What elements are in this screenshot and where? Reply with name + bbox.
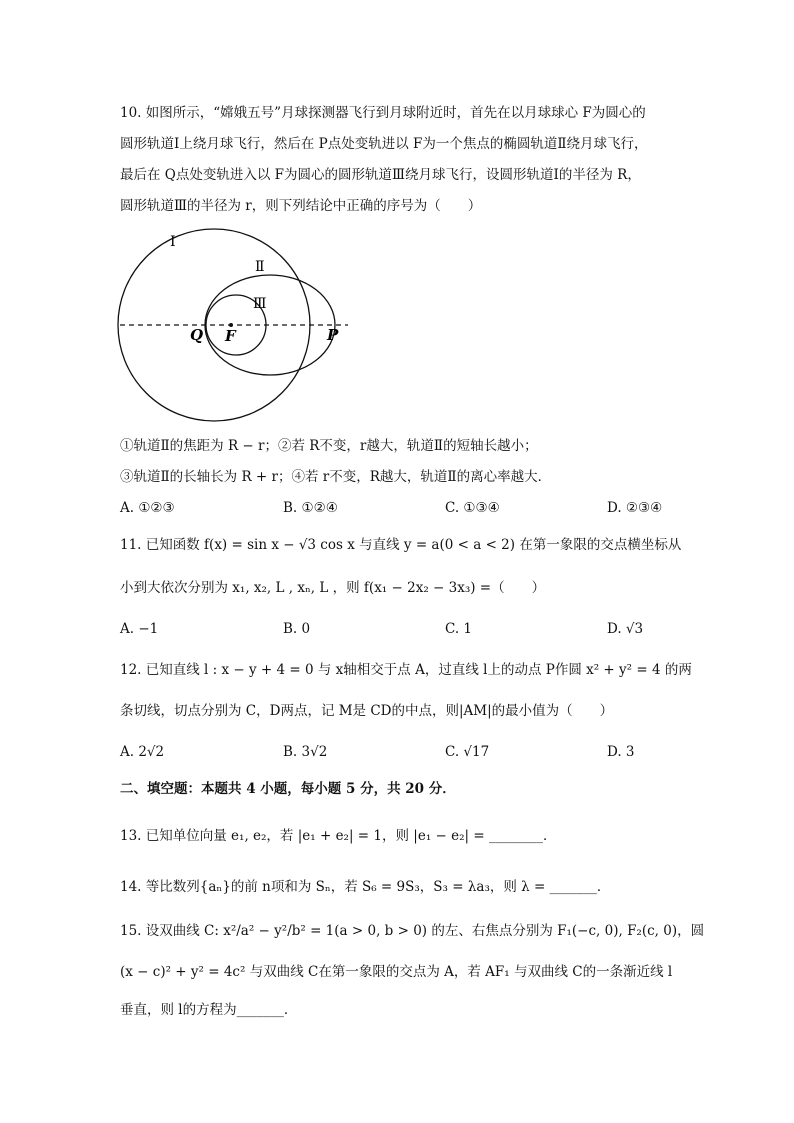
q12-option-c: C. √17 <box>445 744 490 760</box>
q11-option-d: D. √3 <box>607 621 644 637</box>
label-F: F <box>225 327 236 345</box>
q10-line-1: 10. 如图所示，“嫦娥五号”月球探测器飞行到月球附近时，首先在以月球球心 F为圆心的 <box>120 105 646 121</box>
label-P: P <box>327 326 339 344</box>
q11-option-c: C. 1 <box>445 621 473 637</box>
q10-option-b: B. ①②④ <box>283 500 338 516</box>
q12-option-b: B. 3√2 <box>283 744 328 760</box>
label-II: Ⅱ <box>255 259 265 275</box>
orbit-II-ellipse <box>205 275 335 375</box>
q12-line-2: 条切线，切点分别为 C，D两点，记 M是 CD的中点，则|AM|的最小值为（ ） <box>120 703 614 719</box>
q12-option-d: D. 3 <box>607 744 635 760</box>
q10-option-a: A. ①②③ <box>120 500 175 516</box>
q10-statement-1: ①轨道Ⅱ的焦距为 R − r；②若 R不变，r越大，轨道Ⅱ的短轴长越小； <box>120 438 538 454</box>
q13-line: 13. 已知单位向量 e₁, e₂，若 |e₁ + e₂| = 1，则 |e₁ − e₂| = ________． <box>120 828 557 844</box>
q14-line: 14. 等比数列{aₙ}的前 n项和为 Sₙ，若 S₆ = 9S₃，S₃ = λa₃，则 λ = _______． <box>120 879 611 895</box>
section-heading: 二、填空题：本题共 4 小题，每小题 5 分，共 20 分． <box>120 781 456 797</box>
q10-option-c: C. ①③④ <box>445 500 500 516</box>
q15-line-3: 垂直，则 l的方程为_______． <box>120 1002 298 1018</box>
q10-line-2: 圆形轨道Ⅰ上绕月球飞行，然后在 P点处变轨进以 F为一个焦点的椭圆轨道Ⅱ绕月球飞行， <box>120 136 648 152</box>
q12-option-a: A. 2√2 <box>120 744 165 760</box>
q15-line-1: 15. 设双曲线 C: x²/a² − y²/b² = 1(a > 0, b > 0) 的左、右焦点分别为 F₁(−c, 0), F₂(c, 0)，圆 <box>120 923 705 939</box>
orbit-diagram <box>110 228 360 428</box>
q11-line-1: 11. 已知函数 f(x) = sin x − √3 cos x 与直线 y = a(0 < a < 2) 在第一象限的交点横坐标从 <box>120 537 682 553</box>
q11-option-b: B. 0 <box>283 621 311 637</box>
q15-line-2: (x − c)² + y² = 4c² 与双曲线 C在第一象限的交点为 A，若 AF₁ 与双曲线 C的一条渐近线 l <box>120 964 673 980</box>
label-III: Ⅲ <box>253 296 267 312</box>
q11-line-2: 小到大依次分别为 x₁, x₂, L , xₙ, L ，则 f(x₁ − 2x₂ − 3x₃) =（ ） <box>120 580 546 596</box>
q10-line-4: 圆形轨道Ⅲ的半径为 r，则下列结论中正确的序号为（ ） <box>120 198 482 214</box>
q11-option-a: A. −1 <box>120 621 159 637</box>
q12-line-1: 12. 已知直线 l : x − y + 4 = 0 与 x轴相交于点 A，过直线 l上的动点 P作圆 x² + y² = 4 的两 <box>120 662 692 678</box>
q10-line-3: 最后在 Q点处变轨进入以 F为圆心的圆形轨道Ⅲ绕月球飞行，设圆形轨道Ⅰ的半径为 R， <box>120 167 641 183</box>
q10-option-d: D. ②③④ <box>607 500 663 516</box>
label-Q: Q <box>190 326 204 344</box>
label-I: Ⅰ <box>170 234 176 250</box>
q10-statement-2: ③轨道Ⅱ的长轴长为 R + r；④若 r不变，R越大，轨道Ⅱ的离心率越大． <box>120 469 552 485</box>
